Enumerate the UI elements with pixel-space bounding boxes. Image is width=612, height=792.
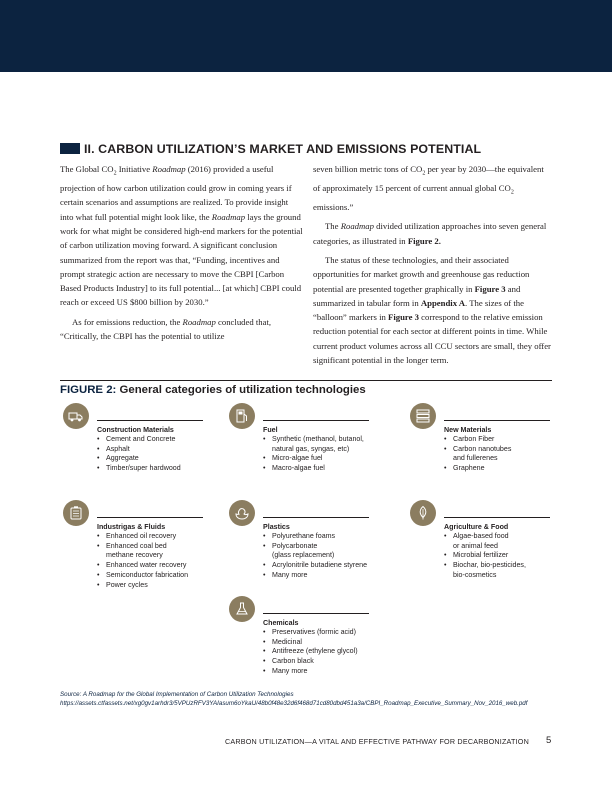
list-item: • Timber/super hardwood <box>97 464 229 474</box>
flask-icon <box>229 596 255 622</box>
paragraph: seven billion metric tons of $CO_2$ per year by 2030—the equivalent of approximately 15 percent of current annual global $CO_2$ emissions.” <box>313 164 544 213</box>
category-item-list <box>444 532 576 581</box>
list-item: • Macro-algae fuel <box>263 464 395 474</box>
truck-icon <box>63 403 89 429</box>
category-rule <box>263 517 369 518</box>
list-item: • Polyurethane foams <box>263 532 395 542</box>
category-rule <box>444 420 550 421</box>
list-item: • Enhanced coal bed <box>97 542 229 552</box>
category-title: Chemicals <box>263 619 299 627</box>
category-item-list <box>263 628 395 677</box>
category-item-list <box>97 532 229 590</box>
list-item: • Enhanced oil recovery <box>97 532 229 542</box>
header-band <box>0 0 612 72</box>
category-title: Plastics <box>263 523 290 531</box>
list-item: • Enhanced water recovery <box>97 561 229 571</box>
leaf-icon <box>410 500 436 526</box>
paragraph: The status of these technologies, and their associated opportunities for market growth and greenhouse gas reduction potential are presented together graphically in Figure 3 and summarized in tabular form in Appendix A. The sizes of the “balloon” markers in Figure 3 correspond to the relative emission reduction potential for each sector at different points in time. While current product volumes across all CCU sectors are small, they offer significant potential in the longer term. <box>313 254 551 366</box>
list-item: • Power cycles <box>97 581 229 591</box>
category-rule <box>263 613 369 614</box>
list-item: natural gas, syngas, etc) <box>272 444 350 453</box>
materials-icon <box>410 403 436 429</box>
body-column-right <box>313 162 552 367</box>
list-item: or animal feed <box>453 541 498 550</box>
category-rule <box>97 517 203 518</box>
gas-cylinder-icon <box>63 500 89 526</box>
category-item-list <box>97 435 229 474</box>
page-number: 5 <box>546 735 552 746</box>
paragraph: The Global $CO_2$ Initiative Roadmap (2016) provided a useful projection of how carbon utilization could grow in coming years if certain scenarios and assumptions are realized. To provide insight into what full potential might look like, the Roadmap lays the ground work for what might be considered high-end markers for the potential of carbon utilization moving forward. A significant conclusion summarized from the report was that, “Funding, incentives and prompt strategic action are necessary to move the CBPI [Carbon Based Products Industry] to its full potential... [at which] CBPI could reach or exceed US $800 billion by 2030.” <box>60 164 303 308</box>
category-title: Agriculture & Food <box>444 523 509 531</box>
fuel-pump-icon <box>229 403 255 429</box>
category-item-list <box>263 435 395 474</box>
category-title: Industrigas & Fluids <box>97 523 166 531</box>
list-item: bio-cosmetics <box>453 570 497 579</box>
figure-title: FIGURE 2: General categories of utilization technologies <box>60 384 366 396</box>
list-item: • Carbon Fiber <box>444 435 576 445</box>
list-item: • Semiconductor fabrication <box>97 571 229 581</box>
category-rule <box>444 517 550 518</box>
category-item-list <box>444 435 576 474</box>
list-item: • Cement and Concrete <box>97 435 229 445</box>
category-item-list <box>263 532 395 581</box>
list-item: • Biochar, bio-pesticides, <box>444 561 576 571</box>
list-item: • Microbial fertilizer <box>444 551 576 561</box>
heading-square-marker <box>60 143 80 154</box>
source-citation: Source: A Roadmap for the Global Implementation of Carbon Utilization Technologies https://assets.ctfassets.net/xg0gv1arhdr3/5VPUzRFV3YAIasum6oYkaU/48b0f48e32d6f468d71cd80dbd451a3a/CBPI_Roadmap_Executive_Summary_Nov_2016_web.pdf <box>60 691 528 707</box>
figure-divider <box>60 380 552 381</box>
running-footer: CARBON UTILIZATION—A VITAL AND EFFECTIVE PATHWAY FOR DECARBONIZATION <box>224 737 529 746</box>
list-item: (glass replacement) <box>272 551 335 560</box>
section-heading: II. CARBON UTILIZATION’S MARKET AND EMISSIONS POTENTIAL <box>60 142 560 156</box>
body-column-left <box>60 162 303 343</box>
list-item: • Preservatives (formic acid) <box>263 628 395 638</box>
list-item: • Medicinal <box>263 638 395 648</box>
list-item: and fullerenes <box>453 454 498 463</box>
category-title: New Materials <box>444 426 492 434</box>
list-item: • Many more <box>263 667 395 677</box>
list-item: • Synthetic (methanol, butanol, <box>263 435 395 445</box>
list-item: • Antifreeze (ethylene glycol) <box>263 647 395 657</box>
paragraph: As for emissions reduction, the Roadmap concluded that, “Critically, the CBPI has the potential to utilize <box>60 316 272 341</box>
category-rule <box>263 420 369 421</box>
category-title: Construction Materials <box>97 426 174 434</box>
rubber-duck-icon <box>229 500 255 526</box>
list-item: • Many more <box>263 571 395 581</box>
category-title: Fuel <box>263 426 278 434</box>
list-item: • Algae-based food <box>444 532 576 542</box>
list-item: • Aggregate <box>97 454 229 464</box>
list-item: methane recovery <box>106 551 163 560</box>
list-item: • Micro-algae fuel <box>263 454 395 464</box>
list-item: • Carbon black <box>263 657 395 667</box>
list-item: • Acrylonitrile butadiene styrene <box>263 561 395 571</box>
list-item: • Graphene <box>444 464 576 474</box>
paragraph: The Roadmap divided utilization approaches into seven general categories, as illustrated in Figure 2. <box>313 221 547 246</box>
list-item: • Polycarbonate <box>263 542 395 552</box>
list-item: • Carbon nanotubes <box>444 445 576 455</box>
category-rule <box>97 420 203 421</box>
list-item: • Asphalt <box>97 445 229 455</box>
